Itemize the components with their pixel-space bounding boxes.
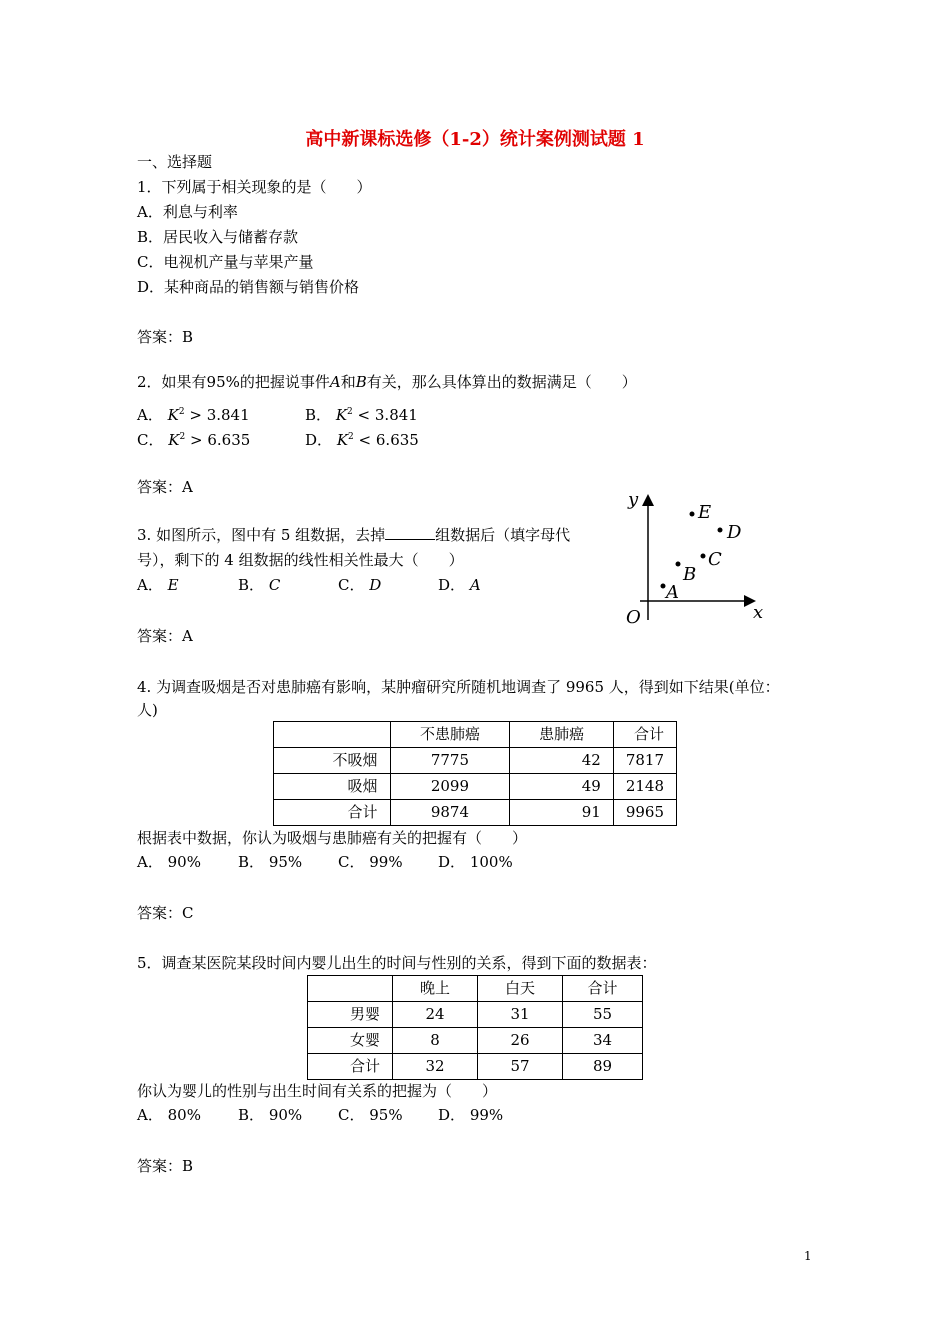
q3-stem-text-b: 组数据后（填字母代 [435, 526, 571, 544]
q2-option-d [305, 427, 419, 450]
point-b-label: B [683, 564, 697, 585]
q2-answer: 答案：A [137, 478, 193, 496]
q2-stem-text-d: 有关，那么具体算出的数据满足（ ） [366, 373, 637, 391]
table-cell: 24 [393, 1002, 478, 1028]
q2-option-a-expr: > 3.841 [189, 406, 250, 424]
point-d-label: D [727, 522, 742, 543]
q2-stem-text-a: 2．如果有 [137, 373, 207, 391]
q2-option-a-sup: 2 [178, 407, 185, 417]
table-row [308, 1028, 643, 1054]
q3-option-a [137, 575, 179, 595]
q4-answer: 答案：C [137, 904, 194, 922]
q4-option-a-label: A． [137, 853, 163, 871]
q3-stem-text-a: 3. 如图所示，图中有 5 组数据，去掉 [137, 526, 386, 544]
q3-scatter-figure [615, 485, 775, 630]
table-header-cell: 晚上 [393, 976, 478, 1002]
table-cell: 9965 [613, 800, 676, 826]
q4-after-text: 根据表中数据，你认为吸烟与患肺癌有关的把握有（ ） [137, 829, 528, 847]
table-row [274, 748, 677, 774]
q2-stem-percent: 95% [206, 373, 240, 391]
table-row [274, 774, 677, 800]
table-row [274, 722, 677, 748]
section-heading: 一、选择题 [137, 153, 213, 171]
table-cell: 31 [478, 1002, 563, 1028]
point-c [701, 554, 706, 559]
table-row [308, 976, 643, 1002]
q4-option-d-label: D． [438, 853, 466, 871]
q1-option-d: D．某种商品的销售额与销售价格 [137, 278, 360, 296]
table-cell: 7817 [613, 748, 676, 774]
x-axis-label: x [753, 602, 764, 623]
table-row [274, 800, 677, 826]
q3-option-c [338, 575, 381, 595]
q2-option-d-label: D． [305, 431, 333, 449]
point-c-label: C [708, 549, 722, 570]
q5-option-b [238, 1105, 302, 1125]
q3-option-b [238, 575, 280, 595]
q2-option-c-label: C． [137, 431, 164, 449]
q2-option-d-k: K [336, 431, 349, 449]
table-cell: 女婴 [308, 1028, 393, 1054]
q5-option-b-value: 90% [268, 1106, 303, 1124]
table-header-cell: 白天 [478, 976, 563, 1002]
q5-answer: 答案：B [137, 1157, 194, 1175]
table-cell: 26 [478, 1028, 563, 1054]
table-cell: 吸烟 [274, 774, 391, 800]
q3-answer: 答案：A [137, 627, 193, 645]
table-cell: 49 [510, 774, 613, 800]
q5-option-c [338, 1105, 403, 1125]
q2-option-c-k: K [168, 431, 180, 449]
q2-option-b-expr: < 3.841 [357, 406, 418, 424]
table-cell: 2148 [613, 774, 676, 800]
page-title: 高中新课标选修（1-2）统计案例测试题 1 [305, 129, 645, 150]
q5-option-c-label: C． [338, 1106, 365, 1124]
q3-option-b-value: C [268, 576, 281, 594]
q5-table [307, 975, 643, 1080]
q2-option-b-label: B． [305, 406, 332, 424]
q2-option-a-label: A． [137, 406, 163, 424]
table-header-cell: 合计 [563, 976, 643, 1002]
q5-option-a [137, 1105, 201, 1125]
q4-option-c-label: C． [338, 853, 365, 871]
q3-fill-blank [385, 525, 435, 540]
point-e-label: E [698, 502, 712, 523]
q2-option-b-sup: 2 [347, 407, 353, 417]
q3-option-d-label: D． [438, 576, 466, 594]
table-cell: 合计 [308, 1054, 393, 1080]
table-cell: 89 [563, 1054, 643, 1080]
q4-option-c-value: 99% [369, 853, 403, 871]
point-a-label: A [666, 582, 679, 603]
table-cell: 合计 [274, 800, 391, 826]
q5-option-a-label: A． [137, 1106, 163, 1124]
table-cell: 34 [563, 1028, 643, 1054]
q4-option-a [137, 852, 201, 872]
q2-option-a-k: K [167, 406, 179, 424]
q2-option-b-k: K [335, 406, 348, 424]
table-cell [308, 976, 393, 1002]
table-row [308, 1054, 643, 1080]
q4-option-d-value: 100% [469, 853, 513, 871]
q3-option-d [438, 575, 481, 595]
q4-option-d [438, 852, 513, 872]
point-d [718, 528, 723, 533]
table-header-cell: 合计 [613, 722, 676, 748]
q1-option-c: C．电视机产量与苹果产量 [137, 253, 314, 271]
q5-option-d-value: 99% [469, 1106, 504, 1124]
q3-option-a-label: A． [137, 576, 163, 594]
q2-option-c-expr: > 6.635 [190, 431, 251, 449]
q1-answer: 答案：B [137, 328, 194, 346]
q5-option-d-label: D． [438, 1106, 466, 1124]
q2-stem-text-c: 和 [340, 373, 356, 391]
q2-option-c-sup: 2 [179, 432, 186, 442]
table-cell: 9874 [390, 800, 510, 826]
table-cell: 男婴 [308, 1002, 393, 1028]
q4-option-b-label: B． [238, 853, 265, 871]
table-cell: 2099 [390, 774, 510, 800]
q2-option-d-expr: < 6.635 [358, 431, 419, 449]
table-cell: 不吸烟 [274, 748, 391, 774]
table-cell: 55 [563, 1002, 643, 1028]
q3-option-a-value: E [167, 576, 179, 594]
point-b [676, 562, 681, 567]
q1-option-a: A．利息与利率 [137, 203, 238, 221]
q5-after-text: 你认为婴儿的性别与出生时间有关系的把握为（ ） [137, 1082, 498, 1100]
q2-var-a: A [329, 373, 341, 391]
q4-stem-line2: 人) [137, 701, 158, 719]
q1-stem: 1．下列属于相关现象的是（ ） [137, 178, 372, 196]
point-e [690, 512, 695, 517]
q3-stem-line1 [137, 525, 570, 545]
table-cell: 57 [478, 1054, 563, 1080]
q5-option-b-label: B． [238, 1106, 265, 1124]
q4-stem-line1: 4. 为调查吸烟是否对患肺癌有影响，某肿瘤研究所随机地调查了 9965 人，得到如下结果(单位： [137, 678, 780, 696]
q4-option-a-value: 90% [167, 853, 201, 871]
q4-option-b-value: 95% [268, 853, 303, 871]
q4-table [273, 721, 677, 826]
table-cell: 42 [510, 748, 613, 774]
q2-option-d-sup: 2 [348, 432, 354, 442]
q2-option-c [137, 427, 250, 450]
table-row [308, 1002, 643, 1028]
q4-option-b [238, 852, 302, 872]
q4-option-c [338, 852, 403, 872]
origin-label: O [626, 607, 641, 628]
q5-option-a-value: 80% [167, 1106, 201, 1124]
q2-option-a [137, 402, 250, 425]
table-cell [274, 722, 391, 748]
y-axis-label: y [628, 489, 639, 510]
q2-stem [137, 372, 637, 392]
table-cell: 8 [393, 1028, 478, 1054]
table-header-cell: 患肺癌 [510, 722, 613, 748]
table-cell: 32 [393, 1054, 478, 1080]
table-cell: 91 [510, 800, 613, 826]
q5-option-c-value: 95% [369, 1106, 403, 1124]
q3-option-c-label: C． [338, 576, 365, 594]
table-header-cell: 不患肺癌 [390, 722, 510, 748]
q5-option-d [438, 1105, 503, 1125]
q3-stem-line2: 号），剩下的 4 组数据的线性相关性最大（ ） [137, 551, 464, 569]
q2-var-b: B [355, 373, 367, 391]
q3-option-b-label: B． [238, 576, 265, 594]
q1-option-b: B．居民收入与储蓄存款 [137, 228, 299, 246]
q5-stem: 5．调查某医院某段时间内婴儿出生的时间与性别的关系，得到下面的数据表： [137, 954, 657, 972]
q3-option-c-value: D [369, 576, 382, 594]
q3-option-d-value: A [469, 576, 481, 594]
q2-stem-text-b: 的把握说事件 [239, 373, 330, 391]
page-number: 1 [804, 1249, 812, 1263]
table-cell: 7775 [390, 748, 510, 774]
point-a [661, 584, 666, 589]
q2-option-b [305, 402, 418, 425]
